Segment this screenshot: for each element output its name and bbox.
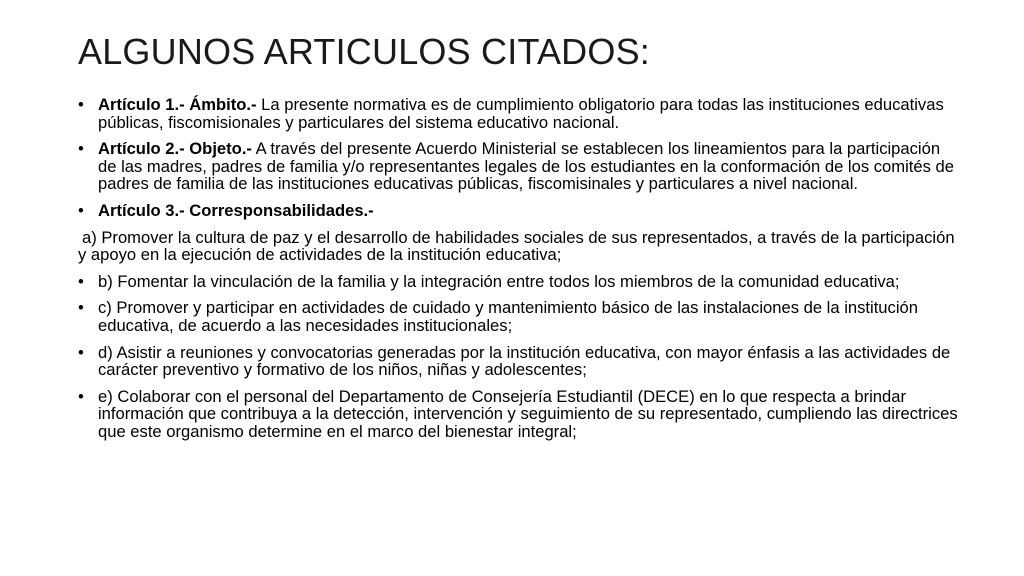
list-item-articulo-3	[78, 202, 958, 220]
bullet-icon: •	[78, 139, 84, 159]
bullet-icon: •	[78, 342, 84, 362]
list-item-d	[78, 344, 958, 379]
article-label: Artículo 1.- Ámbito.-	[98, 95, 257, 114]
list-item-c	[78, 299, 958, 334]
article-list	[78, 96, 958, 450]
bullet-icon: •	[78, 200, 84, 220]
list-item-articulo-2	[78, 140, 958, 193]
bullet-icon: •	[78, 298, 84, 318]
article-label: Artículo 2.- Objeto.-	[98, 139, 252, 159]
item-text: d) Asistir a reuniones y convocatorias generadas por la institución educativa, con mayor énfasis a las actividades de carácter preventivo y formativo de los niños, niñas y adolescentes;	[98, 342, 951, 380]
item-text: a) Promover la cultura de paz y el desarrollo de habilidades sociales de sus representados, a través de la participación y apoyo en la ejecución de actividades de la institución educativa;	[78, 227, 955, 265]
item-text: e) Colaborar con el personal del Departamento de Consejería Estudiantil (DECE) en lo que respecta a brindar información que contribuya a la detección, intervención y seguimiento de su representado, cumpliendo las directrices que este organismo determine en el marco del bienestar integral;	[98, 386, 958, 441]
item-text: b) Fomentar la vinculación de la familia y la integración entre todos los miembros de la comunidad educativa;	[98, 271, 900, 291]
list-item-b	[78, 273, 958, 291]
article-label: Artículo 3.- Corresponsabilidades.-	[98, 200, 374, 220]
list-item-a	[78, 229, 958, 264]
bullet-icon: •	[78, 386, 84, 406]
bullet-icon: •	[78, 95, 84, 114]
article-text: A través del presente Acuerdo Ministerial se establecen los lineamientos para la participación de las madres, padres de familia y/o representantes legales de los estudiantes en la conformación de los comités de padres de familia de las instituciones educativas públicas, fiscomisinales y particulares a nivel nacional.	[98, 139, 954, 194]
article-text: La presente normativa es de cumplimiento obligatorio para todas las instituciones educativas públicas, fiscomisionales y particulares del sistema educativo nacional.	[98, 95, 944, 132]
bullet-icon: •	[78, 271, 84, 291]
item-text: c) Promover y participar en actividades de cuidado y mantenimiento básico de las instalaciones de la institución educativa, de acuerdo a las necesidades institucionales;	[98, 298, 918, 335]
list-item-articulo-1	[78, 96, 958, 131]
slide-title: ALGUNOS ARTICULOS CITADOS:	[78, 31, 650, 72]
list-item-e	[78, 388, 958, 441]
